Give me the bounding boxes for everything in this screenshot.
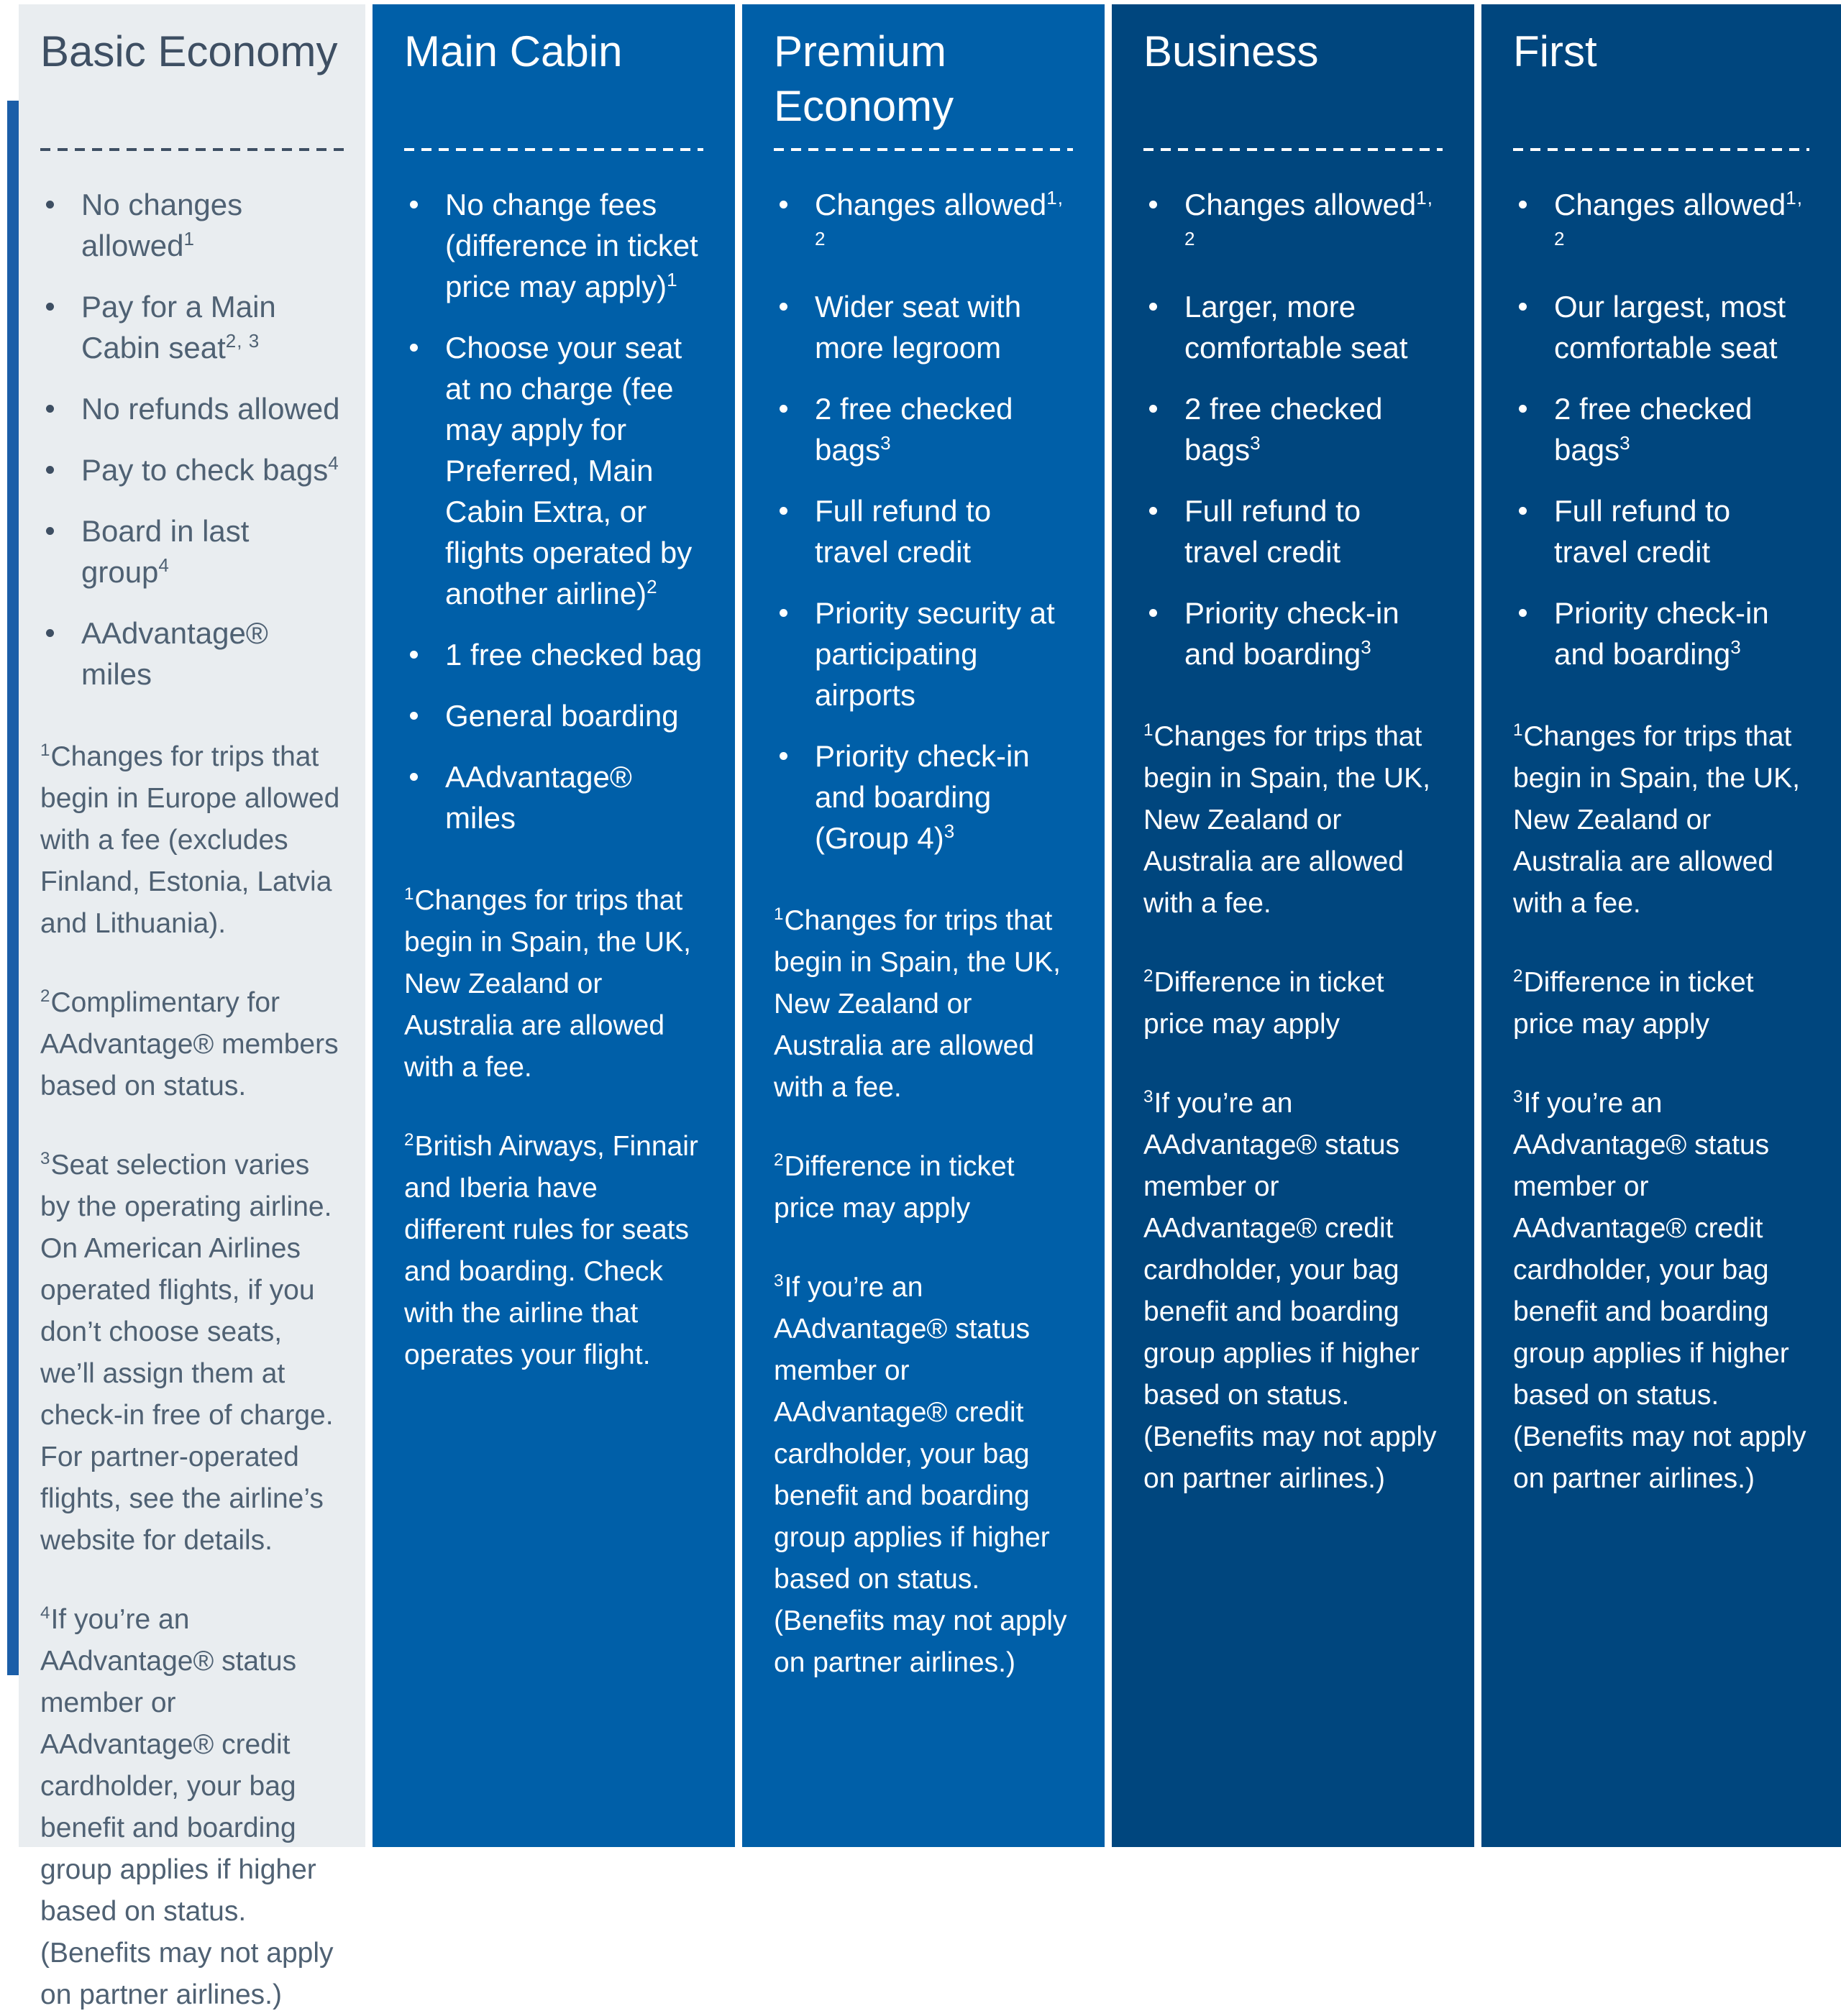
footnote [404, 880, 703, 1089]
benefit-text [1184, 184, 1443, 266]
footnote-reference: 3 [944, 820, 956, 842]
benefit-item [1143, 592, 1443, 674]
benefit-item [40, 388, 344, 429]
footnote-number: 2 [40, 986, 51, 1006]
footnote [40, 1145, 344, 1562]
benefit-text [445, 756, 703, 838]
benefit-text [445, 184, 703, 307]
footnote-list [1513, 716, 1809, 1500]
benefit-text [1184, 286, 1443, 368]
benefit-text [81, 449, 339, 490]
benefit-text [81, 510, 344, 592]
footnote-text: Changes for trips that begin in Spain, the UK, New Zealand or Australia are allowed with a fee. [1513, 721, 1800, 919]
benefit-text [1184, 592, 1443, 674]
benefit-label: Priority check-in and boarding [1184, 596, 1399, 671]
footnote [1513, 1083, 1809, 1500]
footnote [40, 1599, 344, 2016]
benefit-item [1143, 490, 1443, 572]
benefit-label: Changes allowed [1184, 188, 1417, 221]
dashed-divider [1513, 148, 1809, 151]
footnote [774, 1267, 1073, 1684]
bullet-dot-icon [780, 609, 787, 617]
benefit-item [1513, 286, 1809, 368]
benefit-item [774, 184, 1073, 266]
footnote [404, 1126, 703, 1376]
footnote [1143, 716, 1443, 925]
footnote-list [40, 736, 344, 2016]
benefit-label: 2 free checked bags [1554, 392, 1753, 467]
benefit-text [815, 388, 1073, 470]
footnote-reference: 3 [1250, 432, 1261, 454]
left-edge-rule [7, 101, 19, 1675]
benefit-label: Full refund to travel credit [1184, 494, 1361, 569]
benefit-list [1513, 184, 1809, 674]
footnote-number: 1 [1513, 720, 1524, 740]
benefit-text [815, 286, 1073, 368]
bullet-dot-icon [1149, 609, 1157, 617]
benefit-label: No changes allowed [81, 188, 243, 262]
benefit-item [404, 327, 703, 614]
footnote-text: If you’re an AAdvantage® status member or AAdvantage® credit cardholder, your bag benefit and boarding group applies if higher based on status. (Benefits may not apply on partner airlines.) [774, 1272, 1067, 1678]
footnote [774, 1146, 1073, 1229]
benefit-text [81, 388, 340, 429]
benefit-item [774, 736, 1073, 858]
footnote [1513, 716, 1809, 925]
benefit-label: Priority check-in and boarding (Group 4) [815, 739, 1030, 855]
benefit-label: 2 free checked bags [815, 392, 1013, 467]
benefit-item [404, 756, 703, 838]
benefit-list [404, 184, 703, 838]
bullet-dot-icon [780, 303, 787, 311]
footnote-list [404, 880, 703, 1376]
bullet-dot-icon [1519, 405, 1527, 413]
benefit-text [445, 695, 679, 736]
bullet-dot-icon [410, 773, 418, 781]
footnote [1143, 962, 1443, 1045]
bullet-dot-icon [46, 629, 54, 637]
bullet-dot-icon [780, 752, 787, 760]
benefit-item [1513, 490, 1809, 572]
bullet-dot-icon [780, 507, 787, 515]
dashed-divider [40, 148, 344, 151]
benefit-item [774, 388, 1073, 470]
footnote-reference: 4 [158, 554, 170, 576]
footnote-reference: 3 [880, 432, 892, 454]
footnote-number: 1 [40, 741, 51, 760]
footnote-text: If you’re an AAdvantage® status member or AAdvantage® credit cardholder, your bag benefit and boarding group applies if higher based on status. (Benefits may not apply on partner airlines.) [1513, 1088, 1806, 1494]
footnote-number: 1 [1143, 720, 1154, 740]
benefit-label: Board in last group [81, 514, 250, 589]
benefit-text [1554, 184, 1809, 266]
benefit-text [445, 634, 702, 675]
benefit-text [1554, 388, 1809, 470]
footnote-reference: 3 [1620, 432, 1631, 454]
benefit-label: Changes allowed [815, 188, 1047, 221]
bullet-dot-icon [1519, 507, 1527, 515]
benefit-item [774, 592, 1073, 715]
bullet-dot-icon [46, 303, 54, 311]
footnote-text: Changes for trips that begin in Spain, the UK, New Zealand or Australia are allowed with a fee. [1143, 721, 1430, 919]
benefit-item [40, 184, 344, 266]
benefit-text [1554, 490, 1809, 572]
benefit-label: No change fees (difference in ticket price may apply) [445, 188, 698, 303]
benefit-label: Larger, more comfortable seat [1184, 290, 1408, 365]
footnote-number: 3 [1143, 1087, 1154, 1106]
footnote-list [1143, 716, 1443, 1500]
footnote [1513, 962, 1809, 1045]
benefit-item [40, 286, 344, 368]
footnote-number: 2 [1143, 966, 1154, 986]
footnote-number: 3 [40, 1149, 51, 1168]
column-title: Premium Economy [774, 27, 954, 130]
footnote-reference: 3 [1730, 636, 1742, 658]
footnote-text: Changes for trips that begin in Spain, the UK, New Zealand or Australia are allowed with a fee. [774, 905, 1061, 1103]
footnote-number: 3 [774, 1271, 785, 1291]
footnote-number: 2 [404, 1130, 415, 1150]
benefit-item [1143, 388, 1443, 470]
benefit-label: 2 free checked bags [1184, 392, 1383, 467]
column-main-cabin [373, 4, 735, 1847]
bullet-dot-icon [1519, 201, 1527, 209]
bullet-dot-icon [46, 527, 54, 535]
benefit-list [774, 184, 1073, 858]
benefit-item [774, 490, 1073, 572]
footnote-text: Changes for trips that begin in Europe allowed with a fee (excludes Finland, Estonia, Latvia and Lithuania). [40, 741, 340, 939]
column-premium-economy [742, 4, 1105, 1847]
footnote-reference: 1 [183, 228, 195, 249]
dashed-divider [1143, 148, 1443, 151]
benefit-text [1554, 592, 1809, 674]
footnote-reference: 1, 2 [815, 187, 1064, 249]
footnote-reference: 3 [1361, 636, 1372, 658]
footnote-number: 4 [40, 1603, 51, 1623]
benefit-item [404, 695, 703, 736]
bullet-dot-icon [780, 201, 787, 209]
footnote-reference: 1, 2 [1554, 187, 1803, 249]
footnote [40, 982, 344, 1107]
benefit-text [1184, 490, 1443, 572]
dashed-divider [404, 148, 703, 151]
footnote-text: Seat selection varies by the operating airline. On American Airlines operated flights, if you don’t choose seats, we’ll assign them at check-in free of charge. For partner-operated flights, see the airline’s website for details. [40, 1150, 334, 1556]
benefit-item [404, 184, 703, 307]
footnote-reference: 2, 3 [225, 330, 260, 352]
benefit-label: Full refund to travel credit [1554, 494, 1731, 569]
benefit-label: AAdvantage® miles [445, 760, 632, 835]
benefit-item [40, 510, 344, 592]
bullet-dot-icon [780, 405, 787, 413]
bullet-dot-icon [410, 651, 418, 659]
benefit-label: No refunds allowed [81, 392, 340, 426]
footnote-text: Complimentary for AAdvantage® members based on status. [40, 987, 339, 1101]
footnote-text: Changes for trips that begin in Spain, the UK, New Zealand or Australia are allowed with a fee. [404, 885, 691, 1083]
footnote-text: British Airways, Finnair and Iberia have different rules for seats and boarding. Check with the airline that operates your flight. [404, 1131, 698, 1370]
benefit-label: Priority security at participating airports [815, 596, 1055, 712]
benefit-item [40, 449, 344, 490]
column-title: Main Cabin [404, 27, 623, 75]
benefit-item [1143, 184, 1443, 266]
footnote-number: 1 [404, 884, 415, 904]
benefit-label: Priority check-in and boarding [1554, 596, 1769, 671]
footnote-number: 3 [1513, 1087, 1524, 1106]
benefit-label: Full refund to travel credit [815, 494, 992, 569]
footnote-reference: 1, 2 [1184, 187, 1433, 249]
bullet-dot-icon [1519, 303, 1527, 311]
bullet-dot-icon [410, 712, 418, 720]
bullet-dot-icon [1149, 303, 1157, 311]
benefit-text [815, 184, 1073, 266]
benefit-list [40, 184, 344, 695]
benefit-text [815, 736, 1073, 858]
benefit-item [1513, 184, 1809, 266]
footnote-reference: 2 [647, 576, 658, 597]
benefit-label: Choose your seat at no charge (fee may apply for Preferred, Main Cabin Extra, or flights operated by another airline) [445, 331, 693, 610]
bullet-dot-icon [46, 201, 54, 209]
column-basic-economy [19, 4, 365, 2010]
bullet-dot-icon [1519, 609, 1527, 617]
footnote-text: Difference in ticket price may apply [774, 1151, 1015, 1224]
benefit-item [774, 286, 1073, 368]
bullet-dot-icon [1149, 201, 1157, 209]
benefit-text [81, 613, 344, 695]
benefit-text [81, 184, 344, 266]
benefit-text [81, 286, 344, 368]
footnote-text: If you’re an AAdvantage® status member or AAdvantage® credit cardholder, your bag benefit and boarding group applies if higher based on status. (Benefits may not apply on partner airlines.) [1143, 1088, 1437, 1494]
bullet-dot-icon [1149, 507, 1157, 515]
benefit-label: Pay to check bags [81, 453, 329, 487]
column-title: Business [1143, 27, 1319, 75]
benefit-text [815, 592, 1073, 715]
benefit-label: AAdvantage® miles [81, 616, 268, 691]
bullet-dot-icon [46, 405, 54, 413]
footnote-number: 2 [774, 1150, 785, 1170]
dashed-divider [774, 148, 1073, 151]
benefit-label: Our largest, most comfortable seat [1554, 290, 1786, 365]
benefit-item [1513, 388, 1809, 470]
footnote [1143, 1083, 1443, 1500]
column-title: First [1513, 27, 1597, 75]
benefit-text [445, 327, 703, 614]
footnote-text: If you’re an AAdvantage® status member or AAdvantage® credit cardholder, your bag benefit and boarding group applies if higher based on status. (Benefits may not apply on partner airlines.) [40, 1604, 334, 2010]
bullet-dot-icon [410, 344, 418, 352]
benefit-text [1554, 286, 1809, 368]
footnote-text: Difference in ticket price may apply [1143, 967, 1384, 1040]
benefit-text [1184, 388, 1443, 470]
footnote-number: 2 [1513, 966, 1524, 986]
benefit-label: Changes allowed [1554, 188, 1786, 221]
benefit-label: General boarding [445, 699, 679, 733]
column-business [1112, 4, 1474, 1847]
bullet-dot-icon [46, 466, 54, 474]
footnote-number: 1 [774, 904, 785, 924]
benefit-item [404, 634, 703, 675]
benefit-item [1143, 286, 1443, 368]
benefit-item [40, 613, 344, 695]
column-title: Basic Economy [40, 27, 338, 75]
benefit-label: Wider seat with more legroom [815, 290, 1022, 365]
benefit-label: Pay for a Main Cabin seat [81, 290, 276, 365]
benefit-label: 1 free checked bag [445, 638, 703, 672]
benefit-text [815, 490, 1073, 572]
column-first [1481, 4, 1841, 1847]
footnote-reference: 4 [328, 452, 339, 474]
footnote-list [774, 900, 1073, 1684]
footnote [40, 736, 344, 945]
footnote [774, 900, 1073, 1109]
benefit-item [1513, 592, 1809, 674]
bullet-dot-icon [410, 201, 418, 209]
footnote-reference: 1 [667, 269, 678, 290]
bullet-dot-icon [1149, 405, 1157, 413]
benefit-list [1143, 184, 1443, 674]
footnote-text: Difference in ticket price may apply [1513, 967, 1754, 1040]
